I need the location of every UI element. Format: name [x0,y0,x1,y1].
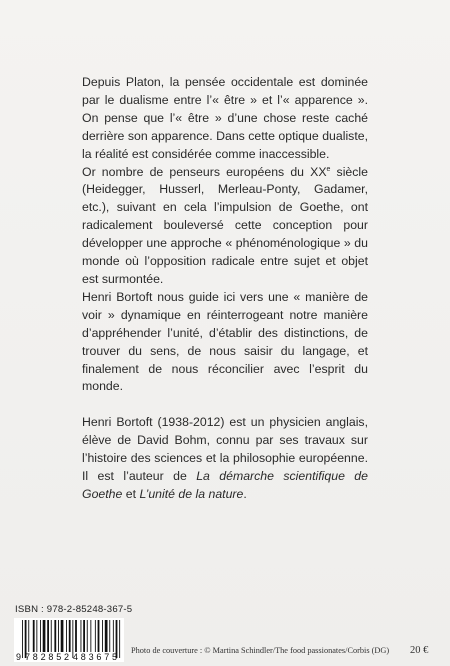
barcode-bar [87,620,88,652]
barcode-bar [83,620,85,652]
isbn-label: ISBN : 978-2-85248-367-5 [15,604,133,615]
barcode-bar [40,620,41,652]
barcode-bar [43,620,46,652]
barcode-bar [113,620,114,652]
barcode-bar [33,620,35,652]
barcode-bar [102,620,103,652]
barcode-bar [28,620,29,652]
barcode-bar [66,620,67,652]
barcode-bar [69,620,71,652]
barcode-bar [58,620,59,652]
barcode-bar [109,620,110,652]
barcode-left-digits: 782852 [25,652,69,662]
photo-credit: Photo de couverture : © Martina Schindler/The food passionates/Corbis (DG) [131,646,390,655]
barcode-bar [36,620,37,652]
summary-paragraph-2: Or nombre de penseurs européens du XXe siècle (Heidegger, Husserl, Merleau-Ponty, Gadamer, etc.), suivant en cela l’impulsion de Goethe, ont radicalement bouleversé cette conception pour développer une approche « phénoménologique » du monde où l’opposition radicale entre sujet et objet est surmontée. [82,164,368,286]
barcode-bar [90,620,91,652]
barcode-bar [81,620,82,652]
barcode-bar [54,620,56,652]
summary-paragraph-3: Henri Bortoft nous guide ici vers une « manière de voir » dynamique en réinterrogeant notre manière d’appréhender l’unité, d’établir des distinctions, de trouver du sens, de nous saisir du langage, et finalement de nous réconcilier avec l’esprit du monde. [82,289,368,394]
book-title-1: La démarche scientifique de Goethe [82,468,368,501]
barcode-bar [75,620,77,652]
barcode [14,618,124,662]
book-title-2: L’unité de la nature [139,486,244,501]
author-bio [82,414,368,504]
barcode-bar [98,620,100,652]
summary-paragraph-1: Depuis Platon, la pensée occidentale est dominée par le dualisme entre l’« être » et l’« apparence ». On pense que l’« être » d’une chose reste caché derrière son apparence. Dans cette optique dualiste, la réalité est considérée comme inaccessible. [82,75,368,161]
price: 20 € [410,645,429,656]
barcode-bar [119,620,120,658]
barcode-lead-digit: 9 [16,652,22,662]
barcode-bar [51,620,52,652]
barcode-bar [22,620,23,658]
barcode-bar [47,620,49,652]
barcode-right-digits: 483675 [73,652,117,662]
barcode-bar [105,620,108,652]
summary-text [82,74,368,396]
author-bio-paragraph: Henri Bortoft (1938-2012) est un physicien anglais, élève de David Bohm, connu par ses travaux sur l’histoire des sciences et la philosophie européenne. Il est l’auteur de La démarche scientifique de Goethe et L’unité de la nature. [82,415,368,501]
barcode-bar [95,620,96,652]
barcode-bar [61,620,64,652]
